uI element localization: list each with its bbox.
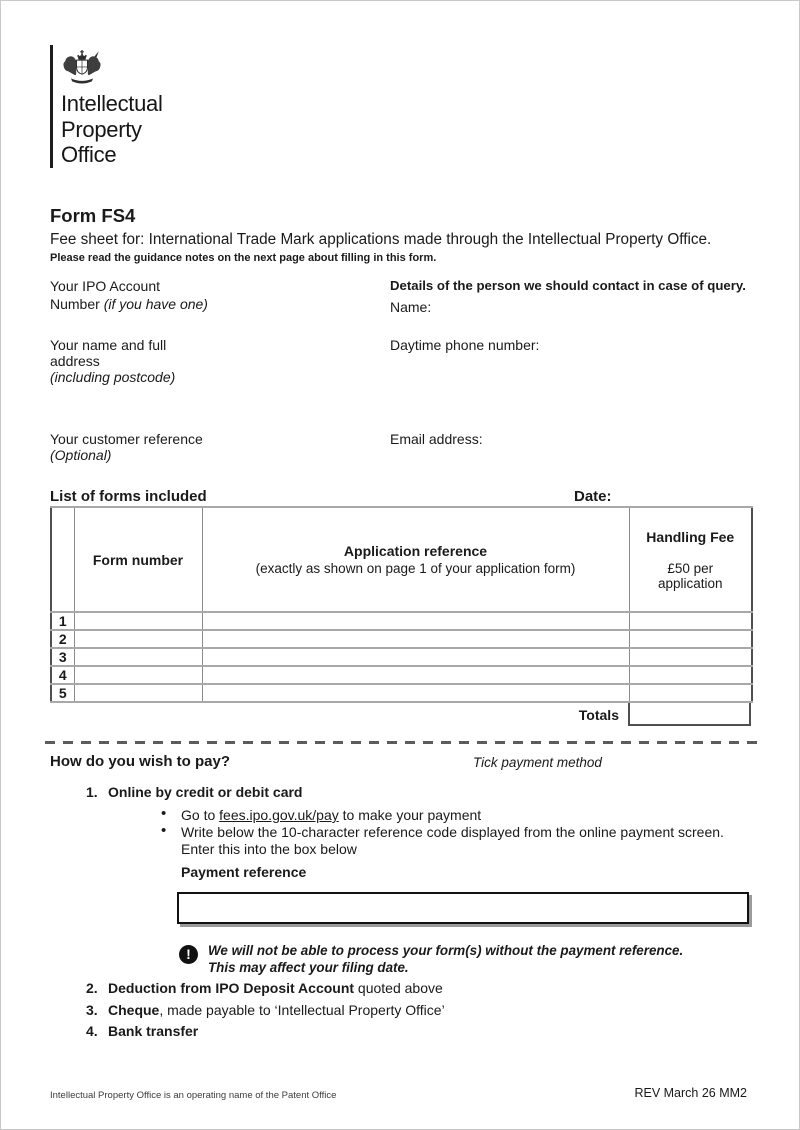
handling-fee-cell[interactable] (629, 666, 752, 684)
option-number: 4. (86, 1023, 98, 1039)
table-row (51, 648, 752, 666)
date-field[interactable] (621, 488, 751, 506)
wordmark-line-3: Office (61, 142, 117, 167)
contact-heading: Details of the person we should contact in case of query. (390, 278, 746, 293)
table-row (51, 666, 752, 684)
handling-fee-cell[interactable] (629, 684, 752, 702)
contact-email-field[interactable] (496, 431, 746, 449)
row-number-header (51, 507, 74, 612)
wordmark-line-2: Property (61, 116, 142, 142)
bullet-go-to-pay: • Go to fees.ipo.gov.uk/pay to make your payment (159, 807, 751, 824)
contact-phone-field[interactable] (546, 337, 746, 355)
payment-option-1-bullets (159, 807, 751, 858)
form-number-cell[interactable] (74, 684, 202, 702)
table-row (51, 630, 752, 648)
warning-icon: ! (179, 945, 198, 964)
name-address-note: (including postcode) (50, 369, 176, 385)
option-label: Online by credit or debit card (108, 784, 303, 800)
logo-vertical-bar (50, 45, 53, 168)
tick-payment-note: Tick payment method (473, 755, 602, 770)
form-title: Form FS4 (50, 205, 136, 226)
form-number-cell[interactable] (74, 666, 202, 684)
handling-fee-header: Handling Fee £50 per application (629, 507, 752, 612)
customer-reference-note: (Optional) (50, 447, 112, 463)
application-reference-cell[interactable] (202, 684, 629, 702)
application-reference-header: Application reference (exactly as shown on page 1 of your application form) (202, 507, 629, 612)
guidance-note: Please read the guidance notes on the next page about filling in this form. (50, 252, 437, 264)
application-reference-cell[interactable] (202, 630, 629, 648)
date-label: Date: (574, 488, 612, 505)
form-number-cell[interactable] (74, 630, 202, 648)
footer-operating-name: Intellectual Property Office is an operating name of the Patent Office (50, 1090, 337, 1101)
handling-fee-cell[interactable] (629, 648, 752, 666)
dashed-separator (45, 741, 758, 744)
forms-list-heading: List of forms included (50, 488, 207, 505)
row-number: 2 (51, 630, 74, 648)
option-label: Bank transfer (108, 1023, 199, 1039)
royal-coat-of-arms-icon (60, 47, 104, 94)
payment-warning (179, 943, 683, 976)
payment-heading: How do you wish to pay? (50, 753, 230, 770)
contact-phone-label: Daytime phone number: (390, 337, 540, 353)
form-number-header: Form number (74, 507, 202, 612)
option-label: Deduction from IPO Deposit Account (108, 980, 355, 996)
totals-row (50, 703, 751, 726)
handling-fee-cell[interactable] (629, 630, 752, 648)
name-address-label-line2: address (50, 353, 100, 369)
payment-option-4[interactable] (86, 1023, 198, 1039)
table-row (51, 684, 752, 702)
option-number: 3. (86, 1002, 98, 1018)
contact-name-field[interactable] (441, 299, 741, 317)
ipo-account-label-line2: Number (if you have one) (50, 296, 208, 312)
footer-revision: REV March 26 MM2 (634, 1086, 747, 1100)
warning-text: We will not be able to process your form(s) without the payment reference. This may affect your filing date. (208, 943, 684, 975)
name-address-field[interactable] (201, 337, 371, 417)
totals-label: Totals (578, 706, 619, 723)
customer-reference-field[interactable] (231, 431, 371, 465)
ipo-wordmark (61, 91, 163, 168)
payment-option-2[interactable]: 2. Deduction from IPO Deposit Account quoted above (86, 980, 443, 996)
fees-payment-link[interactable]: fees.ipo.gov.uk/pay (219, 807, 339, 823)
forms-table (50, 506, 753, 703)
wordmark-line-1: Intellectual (61, 91, 163, 116)
application-reference-cell[interactable] (202, 666, 629, 684)
table-header-row (51, 507, 752, 612)
row-number: 1 (51, 612, 74, 630)
application-reference-cell[interactable] (202, 648, 629, 666)
totals-field[interactable] (628, 703, 751, 726)
application-reference-cell[interactable] (202, 612, 629, 630)
form-number-cell[interactable] (74, 612, 202, 630)
ipo-account-label-line1: Your IPO Account (50, 278, 160, 294)
payment-option-1[interactable] (86, 784, 302, 800)
payment-reference-label: Payment reference (181, 864, 307, 880)
form-number-cell[interactable] (74, 648, 202, 666)
option-label: Cheque (108, 1002, 160, 1018)
table-row (51, 612, 752, 630)
ipo-account-field[interactable] (201, 278, 371, 314)
customer-reference-label: Your customer reference (50, 431, 203, 447)
bullet-write-reference: • Write below the 10-character reference code displayed from the online payment screen. Enter this into the box below (159, 824, 751, 857)
form-subtitle: Fee sheet for: International Trade Mark applications made through the Intellectual Property Office. (50, 231, 712, 248)
ipo-account-note: (if you have one) (103, 296, 208, 312)
payment-option-3[interactable]: 3. Cheque, made payable to ‘Intellectual Property Office’ (86, 1002, 445, 1018)
row-number: 5 (51, 684, 74, 702)
option-number: 1. (86, 784, 98, 800)
contact-name-label: Name: (390, 299, 432, 315)
name-address-label-line1: Your name and full (50, 337, 167, 353)
option-number: 2. (86, 980, 98, 996)
payment-reference-field[interactable] (177, 892, 749, 924)
handling-fee-cell[interactable] (629, 612, 752, 630)
contact-email-label: Email address: (390, 431, 483, 447)
row-number: 4 (51, 666, 74, 684)
row-number: 3 (51, 648, 74, 666)
